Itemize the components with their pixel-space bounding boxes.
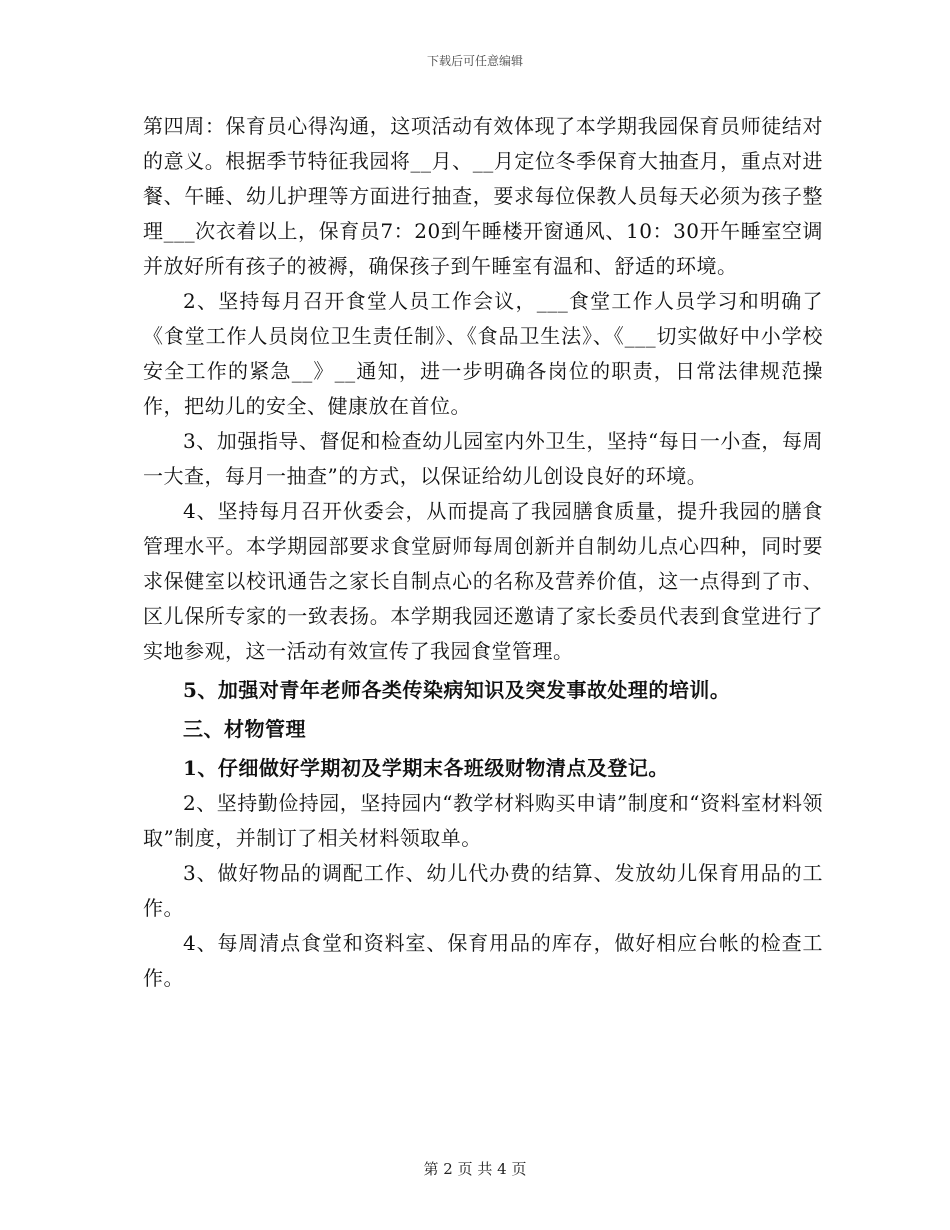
document-body <box>143 109 823 996</box>
paragraph-weekly-stock: 4、每周清点食堂和资料室、保育用品的库存，做好相应台帐的检查工作。 <box>143 931 823 990</box>
paragraph-canteen-meeting: 2、坚持每月召开食堂人员工作会议，___食堂工作人员学习和明确了《食堂工作人员岗位卫生责任制》、《食品卫生法》、《___切实做好中小学校安全工作的紧急__》__通知，进一步明确各岗位的职责，日常法律规范操作，把幼儿的安全、健康放在首位。 <box>143 289 823 418</box>
paragraph-hygiene-check: 3、加强指导、督促和检查幼儿园室内外卫生，坚持“每日一小查，每周一大查，每月一抽查”的方式，以保证给幼儿创设良好的环境。 <box>143 429 823 488</box>
paragraph-meal-committee: 4、坚持每月召开伙委会，从而提高了我园膳食质量，提升我园的膳食管理水平。本学期园部要求食堂厨师每周创新并自制幼儿点心四种，同时要求保健室以校讯通告之家长自制点心的名称及营养价值，这一点得到了市、区儿保所专家的一致表扬。本学期我园还邀请了家长委员代表到食堂进行了实地参观，这一活动有效宣传了我园食堂管理。 <box>143 499 823 663</box>
paragraph-training: 5、加强对青年老师各类传染病知识及突发事故处理的培训。 <box>183 678 731 702</box>
page-header: 下载后可任意编辑 <box>426 54 523 68</box>
section-heading-materials: 三、材物管理 <box>183 717 306 741</box>
paragraph-distribution: 3、做好物品的调配工作、幼儿代办费的结算、发放幼儿保育用品的工作。 <box>143 861 823 920</box>
paragraph-week-four: 第四周：保育员心得沟通，这项活动有效体现了本学期我园保育员师徒结对的意义。根据季节特征我园将__月、__月定位冬季保育大抽查月，重点对进餐、午睡、幼儿护理等方面进行抽查，要求每位保教人员每天必须为孩子整理___次衣着以上，保育员7：20到午睡楼开窗通风、10：30开午睡室空调并放好所有孩子的被褥，确保孩子到午睡室有温和、舒适的环境。 <box>143 114 823 278</box>
page-footer: 第 2 页 共 4 页 <box>423 1160 527 1178</box>
paragraph-frugal-policy: 2、坚持勤俭持园，坚持园内“教学材料购买申请”制度和“资料室材料领取”制度，并制订了相关材料领取单。 <box>143 791 823 850</box>
paragraph-inventory: 1、仔细做好学期初及学期末各班级财物清点及登记。 <box>183 756 669 780</box>
